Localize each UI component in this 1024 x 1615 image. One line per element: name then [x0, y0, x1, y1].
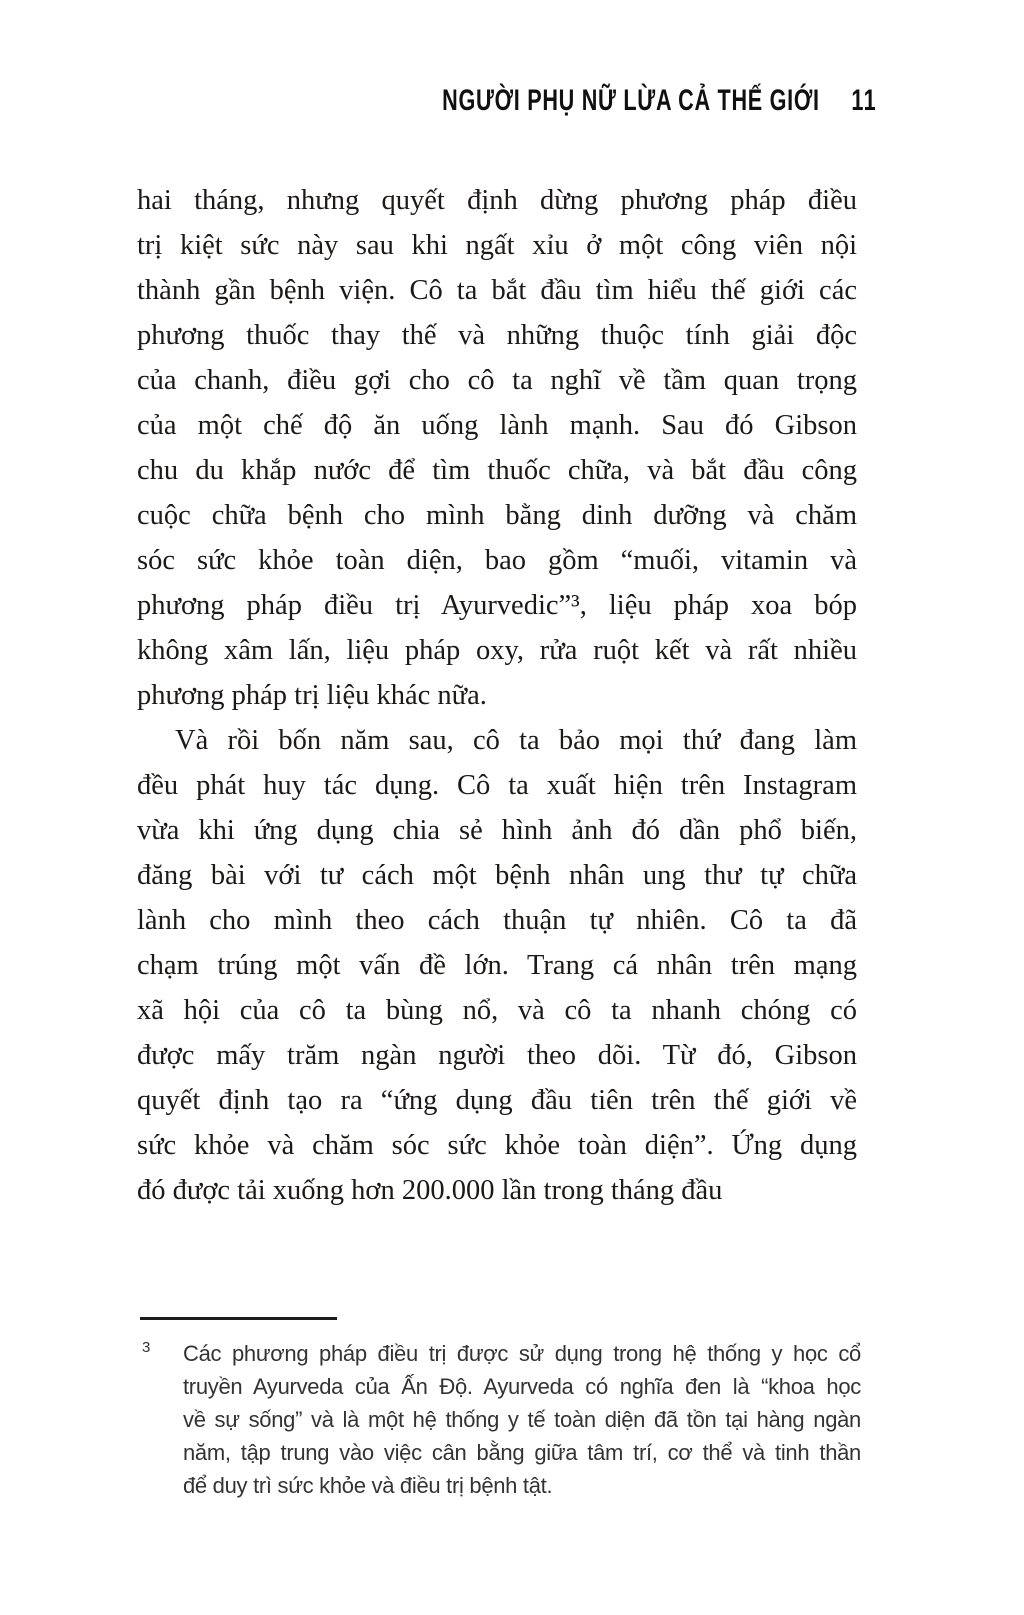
- body-line: sức khỏe và chăm sóc sức khỏe toàn diện”. Ứng dụng: [137, 1130, 857, 1161]
- footnote-line: Các phương pháp điều trị được sử dụng trong hệ thống y học cổ: [183, 1341, 861, 1366]
- footnote-rule: [140, 1317, 337, 1320]
- footnote-marker: 3: [142, 1339, 151, 1356]
- body-line: thành gần bệnh viện. Cô ta bắt đầu tìm hiểu thế giới các: [137, 275, 857, 306]
- body-line: chu du khắp nước để tìm thuốc chữa, và bắt đầu công: [137, 455, 857, 486]
- body-line: được mấy trăm ngàn người theo dõi. Từ đó, Gibson: [137, 1040, 857, 1071]
- body-line: quyết định tạo ra “ứng dụng đầu tiên trên thế giới về: [137, 1085, 857, 1116]
- body-line: của một chế độ ăn uống lành mạnh. Sau đó Gibson: [137, 410, 857, 441]
- footnote: [142, 1337, 861, 1502]
- footnote-line: năm, tập trung vào việc cân bằng giữa tâm trí, cơ thể và tinh thần: [183, 1440, 861, 1465]
- body-line: Và rồi bốn năm sau, cô ta bảo mọi thứ đang làm: [175, 725, 857, 756]
- body-line: trị kiệt sức này sau khi ngất xỉu ở một công viên nội: [137, 230, 857, 261]
- body-line: vừa khi ứng dụng chia sẻ hình ảnh đó dần phổ biến,: [137, 815, 857, 846]
- body-line: của chanh, điều gợi cho cô ta nghĩ về tầm quan trọng: [137, 365, 857, 396]
- body-line: cuộc chữa bệnh cho mình bằng dinh dưỡng và chăm: [137, 500, 857, 531]
- running-head-title: NGƯỜI PHỤ NỮ LỪA CẢ THẾ GIỚI: [442, 84, 820, 117]
- body-line: sóc sức khỏe toàn diện, bao gồm “muối, vitamin và: [137, 545, 857, 576]
- body-line: lành cho mình theo cách thuận tự nhiên. Cô ta đã: [137, 905, 857, 936]
- footnote-line: truyền Ayurveda của Ấn Độ. Ayurveda có nghĩa đen là “khoa học: [183, 1374, 861, 1399]
- footnote-line: về sự sống” và là một hệ thống y tế toàn diện đã tồn tại hàng ngàn: [183, 1407, 861, 1432]
- body-line: xã hội của cô ta bùng nổ, và cô ta nhanh chóng có: [137, 995, 857, 1026]
- body-line: không xâm lấn, liệu pháp oxy, rửa ruột kết và rất nhiều: [137, 635, 857, 666]
- body-line: chạm trúng một vấn đề lớn. Trang cá nhân trên mạng: [137, 950, 857, 981]
- body-line: đăng bài với tư cách một bệnh nhân ung thư tự chữa: [137, 860, 857, 891]
- footnote-line: để duy trì sức khỏe và điều trị bệnh tật.: [183, 1473, 553, 1498]
- running-head: [442, 84, 877, 118]
- body-line: đều phát huy tác dụng. Cô ta xuất hiện trên Instagram: [137, 770, 857, 801]
- page-number: 11: [851, 84, 877, 117]
- body-line: hai tháng, nhưng quyết định dừng phương pháp điều: [137, 185, 857, 216]
- footnote-text: [183, 1337, 861, 1502]
- body-text: [137, 178, 857, 1213]
- body-line: phương pháp trị liệu khác nữa.: [137, 680, 487, 711]
- body-line: phương pháp điều trị Ayurvedic”³, liệu pháp xoa bóp: [137, 590, 857, 621]
- body-line: đó được tải xuống hơn 200.000 lần trong tháng đầu: [137, 1175, 723, 1206]
- body-line: phương thuốc thay thế và những thuộc tính giải độc: [137, 320, 857, 351]
